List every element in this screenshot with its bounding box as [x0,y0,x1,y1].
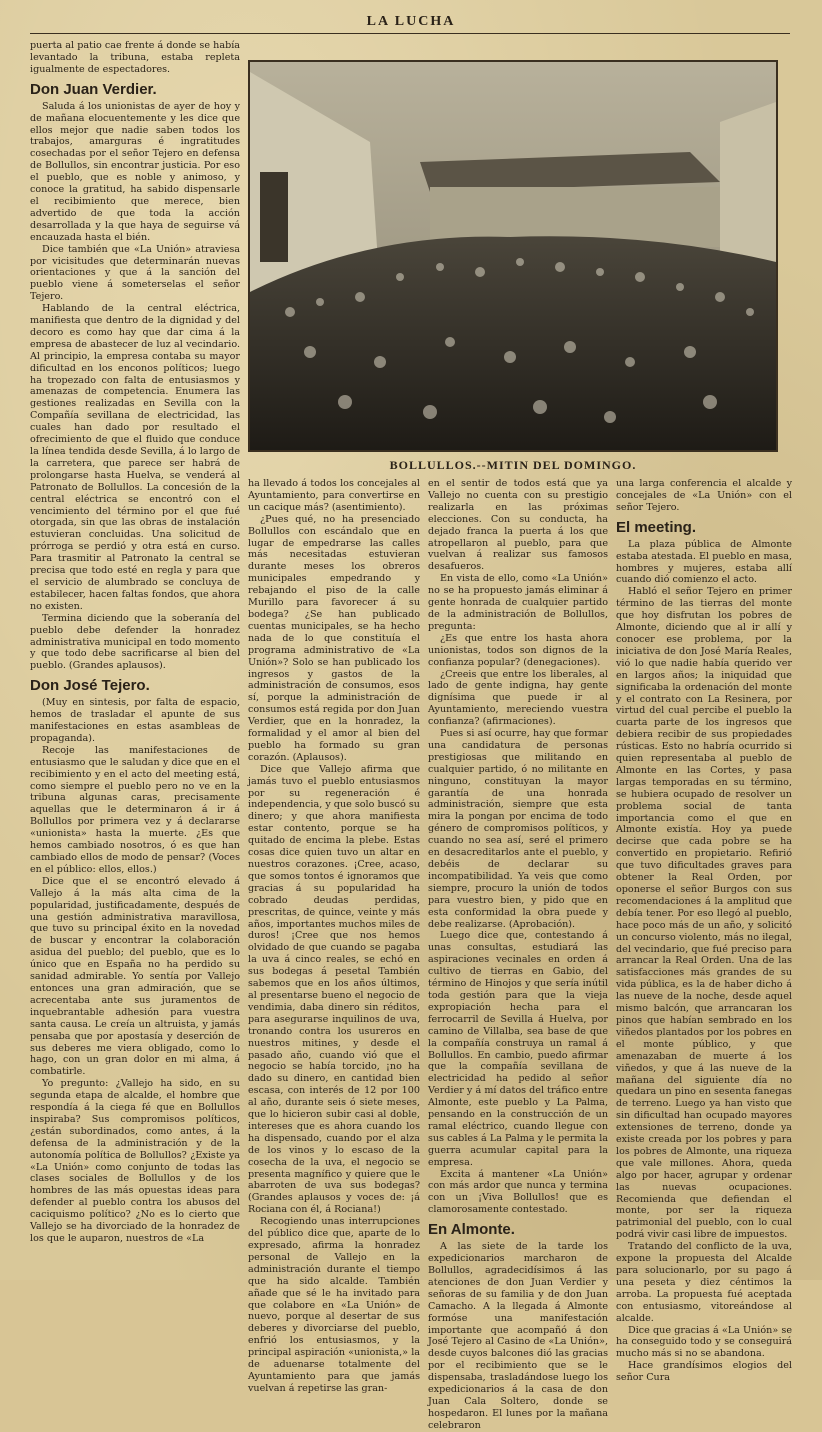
paragraph: A las siete de la tarde los expedicionarios marcharon de Bollullos, agradecidísimos á las atenciones de don Juan Verdier y señoras de su familia y de don Juan Camacho. A la llegada á Almonte formóse una manifestación importante que acompañó á don José Tejero al Casino de «La Unión», desde cuyos balcones dió las gracias por el recibimiento que se le dispensaba, trasladándose luego los expedicionarios á la casa de don Juan Cala Soltero, donde se hospedaron. El lunes por la mañana celebraron [428,1241,608,1431]
column-3 [428,478,608,1431]
masthead-rule [30,33,790,34]
heading-jose-tejero: Don José Tejero. [30,677,150,695]
paragraph: Habló el señor Tejero en primer término de las tierras del monte que hoy disfrutan los pobres de Almonte, diciendo que al ir allí y conocer ese problema, por la iniciativa de don José María Reales, vió lo que nadie había querido ver en largos años; la iniquidad que significaba la ordenación del monte y el contrato con La Resinera, por virtud del cual percibe el pueblo la cuarta parte de los ingresos que debiera recibir de sus propiedades rústicas. Esto no habría ocurrido si quien representaba al pueblo de Almonte en las Cortes, y pasa largas temporadas en su término, se hubiera ocupado de resolver un problema social de tanta importancia como el que en Almonte existía. Hoy ya puede decirse que cada pobre se ha convertido en propietario. Refirió que tuvo dificultades graves para obtener la Real Orden, por oponerse el señor Burgos con sus recomendaciones á la amplitud que debía tener. Por eso llegó al pueblo, hace poco más de un año, y solicitó un concurso violento, más no ilegal, del vecindario, que fué preciso para arrancar la Real Orden. Una de las satisfacciones más grandes de su vida pública, es la de haber dicho á las nueve de la noche, desde aquel mismo balcón, que arrancaran los pinos que habían sembrado en los viñedos plantados por los pobres en el monte público, y que amenazaban de muerte á los viñedos, y que á las nueve de la mañana del siguiente día no quedara un pino en sesenta fanegas de terreno. Luego ya han visto que sin dificultad han ocupado mayores extensiones de terreno, donde ya existe creada por los pobres y para los pobres de Almonte, una riqueza que vale millones. Ahora, queda algo por hacer, agrupar y ordenar las nuevas ocupaciones. Recomienda que defiendan el monte, por ser la riqueza patrimonial del pueblo, con lo cual podrá vivir casi libre de impuestos. [616,586,792,1241]
paragraph: Pues si así ocurre, hay que formar una candidatura de personas prestigiosas que militando en cualquier partido, ó no militante en ninguno, constituyan la mayor garantía de una honrada administración, siempre que esta mira la pongan por encima de todo género de compromisos políticos, y cuando no sea así, seré el primero en desacreditarlos ante el pueblo, y debéis de declarar su incompatibilidad. Ya veis que como siempre, procuro la unión de todos para vuestro bien, y pido que en esta conformidad la obra puede y debe realizarse. (Aprobación). [428,728,608,930]
paragraph: En vista de ello, como «La Unión» no se ha propuesto jamás eliminar á gente honrada de cualquier partido de la administración de Bollullos, pregunta: [428,573,608,632]
paragraph: La plaza pública de Almonte estaba atestada. El pueblo en masa, hombres y mujeres, estaba allí cuando dió comienzo el acto. [616,538,792,586]
rally-photo [248,60,778,452]
paragraph: una larga conferencia el alcalde y concejales de «La Unión» con el señor Tejero. [616,478,792,513]
paragraph: Luego dice que, contestando á unas consultas, estudiará las aspiraciones vecinales en orden á cultivo de tierras en Gabio, del término de Hinojos y que sería inútil toda gestión para que la vieja expropiación hecha para el ferrocarril de Sevilla á Huelva, por camino de Villalba, sea base de que la compañía construya un ramal á Bollullos. En cambio, puedo afirmar que la compañía sevillana de electricidad ha pedido al señor Verdier y á mí datos del tráfico entre Almonte, este pueblo y La Palma, pensando en la construcción de un ramal eléctrico, cuando llegue con sus cables á La Palma y le permita la guerra acumular capital para la empresa. [428,930,608,1168]
column-4 [616,478,792,1384]
paragraph: ha llevado á todos los concejales al Ayuntamiento, para convertirse en un cacique más? (asentimiento). [248,478,420,513]
paragraph: Yo pregunto: ¿Vallejo ha sido, en su segunda etapa de alcalde, el hombre que respondía á la ciega fé que en Bollullos inspiraba? Sus compromisos políticos, ¿están subordinados, como antes, á la defensa de la administración y de la autonomía política de Bollullos? ¿Existe ya «La Unión» como conjunto de todas las clases sociales de Bollullos y de los hombres de las más opuestas ideas para defender al pueblo contra los abusos del caciquismo político? ¿No es lo cierto que Vallejo se ha divorciado de la honradez de los que le auparon, nuestros de «La [30,1078,240,1244]
paragraph: Dice que gracias á «La Unión» se ha conseguido todo y se conseguirá mucho más si no se abandona. [616,1324,792,1360]
heading-en-almonte: En Almonte. [428,1221,515,1239]
paragraph: ¿Creeis que entre los liberales, al lado de gente indigna, hay gente dignísima que puede ir al Ayuntamiento, mereciendo vuestra confianza? (afirmaciones). [428,668,608,728]
heading-juan-verdier: Don Juan Verdier. [30,80,157,98]
paragraph: Dice también que «La Unión» atraviesa por vicisitudes que determinarán nuevas orientaciones y que á la sanción del pueblo viene á someterselas el señor Tejero. [30,243,240,303]
paragraph: en el sentir de todos está que ya Vallejo no cuenta con su prestigio realizarla en las próximas elecciones. Con su conducta, ha dejado franca la puerta á los que atropellaron al pueblo, para que vuelvan á realizar sus famosos desafueros. [428,478,608,573]
paragraph: Dice que Vallejo afirma que jamás tuvo el pueblo entusiasmos por su regeneración é independencia, y que solo buscó su dinero; y que ahora manifiesta estar contento, porque se ha quitado de encima la plebe. Estas cosas dice quien tuvo un altar en nuestros corazones. ¡Cree, acaso, que somos tontos é ignoramos que gracias á su popularidad ha cobrado deudas perdidas, prescritas, de quince, veinte y más años, importantes muchos miles de duros! ¡Cree que nos hemos olvidado de que cuando se pagaba la uva á cinco reales, se echó en sus bodegas á pesetal También sabemos que en los años últimos, al presentarse bueno el negocio de vendimia, daba dinero sin réditos, para asegurarse inquilinos de uva, tronando contra los usureros en nuestros mitines, y desde el pasado año, cuando vió que el negocio se había torcido, ¡no ha dado su dinero, en cantidad bien escasa, con interés de 12 por 100 al año, durante seis ó siete meses, que lo hicieron subir casi al doble, intereses que es ahora cuando los ha dispensado, cuando por el alza de los vinos y lo escaso de la cosecha de la uva, el negocio se presenta magnífico y quiere que le abarroten de uva sus bodegas? (Grandes aplausos y voces de: ¡á Rociana con él, á Rociana!) [248,763,420,1216]
paragraph: puerta al patio cae frente á donde se había levantado la tribuna, estaba repleta igualmente de espectadores. [30,40,240,75]
paragraph: Recogiendo unas interrupciones del público dice que, aparte de lo expresado, afirma la honradez personal de Vallejo en la administración durante el tiempo que ha sido alcalde. También añade que sé le ha invitado para que colabore en «La Unión» de nuevo, porque al desertar de sus deberes y divorciarse del pueblo, enfrió los entusiasmos, y la principal aspiración «unionista,» la de aduenarse totalmente del Ayuntamiento para que jamás vuelvan á repetirse las gran- [248,1216,420,1394]
paragraph: Saluda á los unionistas de ayer de hoy y de mañana elocuentemente y les dice que ellos mejor que nadie saben todos los trabajos, amarguras é ingratitudes cosechadas por el señor Tejero en defensa de Bollullos, sin encontrar justicia. Por eso el pueblo, que es noble y animoso, y conoce la gratitud, ha sabido dispensarle el recibimiento que merece, bien advertido de que toda la acción desarrollada y la que haya de seguirse vá encauzada hasta el bién. [30,100,240,243]
paragraph: Recoje las manifestaciones de entusiasmo que le saludan y dice que en el recibimiento y en el acto del meeting está, como siempre el pueblo pero no ve en la tribuna algunas caras, precisamente aquellas que le determinaron á ir á Bollullos por primera vez y á declararse «unionista» hasta la muerte. ¿Es que hemos cambiado nosotros, ó es que han cambiado ellos de modo de pensar? (Voces en el público: ellos, ellos.) [30,744,240,875]
paragraph: Tratando del conflicto de la uva, expone la propuesta del Alcalde para solucionarlo, por su pago á una peseta y diez céntimos la arroba. La propuesta fué aceptada con entusiasmo, vitoreándose al alcalde. [616,1241,792,1324]
heading-el-meeting: El meeting. [616,518,697,536]
crowd-illustration [250,62,776,450]
column-1 [30,40,240,1272]
masthead: LA LUCHA [366,14,456,29]
column-2 [248,478,420,1394]
paragraph: Hablando de la central eléctrica, manifiesta que dentro de la dignidad y del decoro es como hay que dar cima á la empresa de abastecer de luz al vecindario. Al principio, la empresa contaba su mayor dificultad en los enconos políticos; luego ha tropezado con falta de entusiasmos y amenazas de competencia. Enumera las gestiones realizadas en Sevilla con la Compañía sevillana de electricidad, las cuales han dado por resultado el ofrecimiento de que el fluido que conduce la línea tendida desde Sevilla, á lo largo de la carretera, que parece ser habrá de prolongarse hasta Huelva, se venderá al Patronato de Bollullos. La concesión de la central eléctrica se encontró con el vencimiento del término por el que fué otorgada, sin que las obras de instalación estuvieran concluidas. Una solicitud de prórroga se perdió y otra está en curso. Para trasmitir al Patronato la central se precisa que todo esté en regla y para que el servicio de alumbrado se concluya de estabilecer, hacen faltas fondos, que ahora no existen. [30,303,240,612]
paragraph: Termina diciendo que la soberanía del pueblo debe defender la honradez administrativa municipal en todo momento y que todo debe sacrificarse al bien del pueblo. (Grandes aplausos). [30,612,240,672]
paragraph: Dice que el se encontró elevado á Vallejo á la más alta cima de la popularidad, justificadamente, después de una gestión administrativa maravillosa, que tuvo su principal éxito en la novedad de buscar y encontrar la colaboración asidua del pueblo; del pueblo, que es lo único que en España no ha perdido su sanidad admirable. Yo sentía por Vallejo entonces una gran admiración, que se acrecentaba ante sus juramentos de inquebrantable adhesión para vuestra santa causa. Le creía un altruista, y jamás pensaba que por apostasía y deserción de sus deberes me viera obligado, como lo hago, con un gran dolor en mi alma, á combatirle. [30,875,240,1078]
paragraph: ¿Pues qué, no ha presenciado Bollullos con escándalo que en lugar de empedrarse las calles más necesitadas estuvieran durante meses los obreros municipales empedrando y rebajando el piso de la calle Murillo para favorecer á su bodega? ¿Se han publicado cuentas municipales, se ha hecho nada de lo que constituía el programa administrativo de «La Unión»? Solo se han publicado los ingresos y gastos de la administración de consumos, esos sí, porque la administración de consumos está regida por don Juan Verdier, que en la honradez, la formalidad y el amor al bien del pueblo ha formado su gran corazón. (Aplausos). [248,513,420,763]
paragraph: (Muy en sintesis, por falta de espacio, hemos de trasladar el apunte de sus manifestaciones en estas asambleas de propaganda). [30,697,240,744]
paragraph: Hace grandísimos elogios del señor Cura [616,1360,792,1384]
photo-caption: BOLLULLOS.--MITIN DEL DOMINGO. [389,458,637,472]
paragraph: ¿Es que entre los hasta ahora unionistas, todos son dignos de la confianza popular? (denegaciones). [428,632,608,668]
paragraph: Excita á mantener «La Unión» con más ardor que nunca y termina con un ¡Viva Bollullos! que es clamorosamente contestado. [428,1168,608,1216]
